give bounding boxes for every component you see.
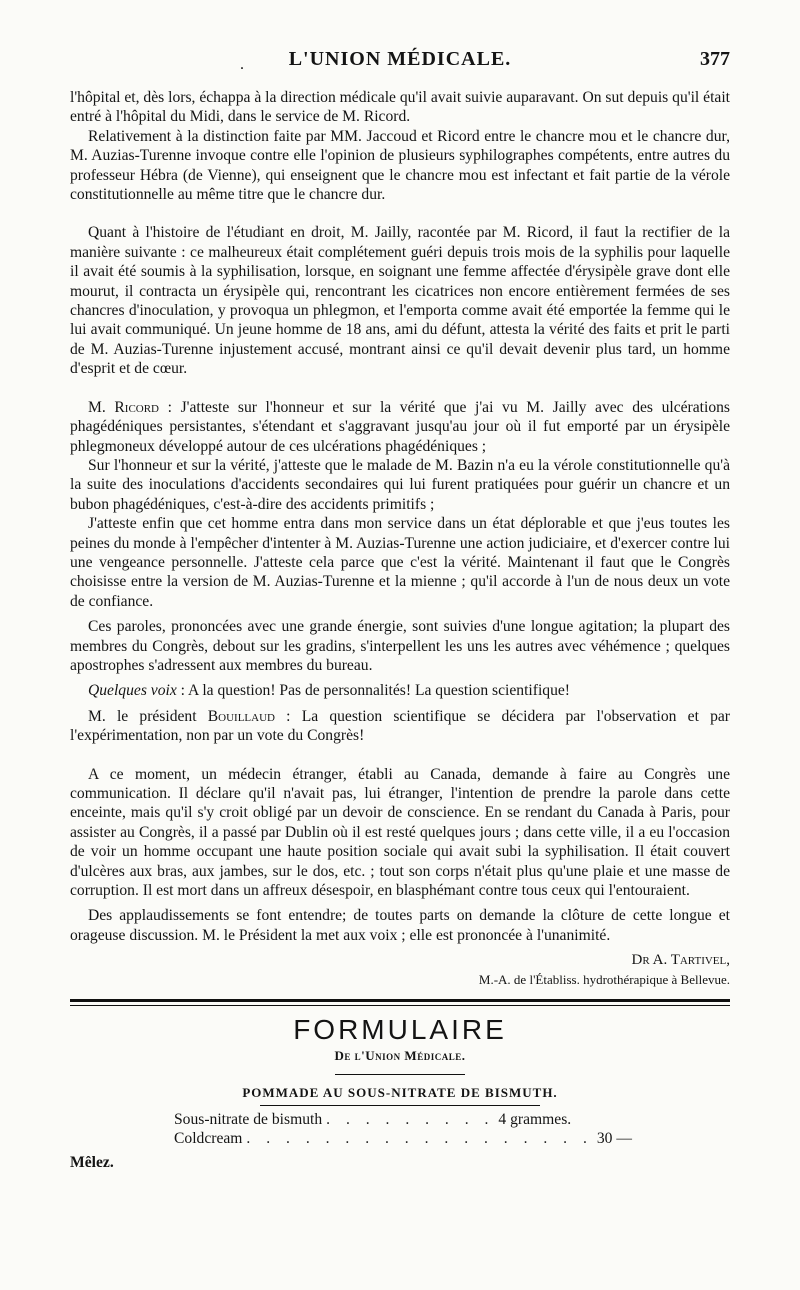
formulaire-rule [335, 1074, 465, 1075]
paragraph: l'hôpital et, dès lors, échappa à la direction médicale qu'il avait suivie auparavant. On sut depuis qu'il était entré à l'hôpital du Midi, dans le service de M. Ricord. [70, 89, 730, 126]
section-divider [70, 999, 730, 1006]
paragraph [70, 398, 730, 456]
author-name: Dr A. Tartivel, [631, 952, 730, 969]
speech-text: : La question scientifique se décidera par l'observation et par l'expérimentation, non par un vote du Congrès! [70, 707, 730, 745]
journal-title: L'UNION MÉDICALE. [288, 48, 512, 70]
ingredient-quantity: 30 — [596, 1130, 632, 1148]
paragraph: Relativement à la distinction faite par MM. Jaccoud et Ricord entre le chancre mou et le chancre dur, M. Auzias-Turenne invoque contre elle l'opinion de plusieurs syphilographes compétents, entre autres du professeur Hébra (de Vienne), qui enseignent que le chancre mou est infectant et fait partie de la vérole constitutionnelle au même titre que le chancre dur. [70, 127, 730, 204]
paragraph [70, 707, 730, 746]
page-number: 377 [700, 48, 730, 70]
speaker-prefix: M. le président [88, 707, 208, 725]
header-dot: . [240, 56, 244, 73]
page-header [70, 40, 730, 74]
speaker-name: Bouillaud [207, 707, 275, 725]
speaker-name: Quelques voix [88, 682, 177, 700]
speaker-name: M. Ricord [88, 398, 160, 416]
journal-page [70, 40, 730, 1270]
ingredient-row [174, 1110, 594, 1129]
leader-dots: . . . . . . . . . . . . . . . . . . [246, 1130, 593, 1148]
paragraph: A ce moment, un médecin étranger, établi au Canada, demande à faire au Congrès une communication. Il déclare qu'il n'avait pas, lui étranger, l'intention de prendre la parole dans cette enceinte, mais qu'il s'y croit obligé par un devoir de conscience. En se rendant du Canada à Paris, pour assister au Congrès, il a passé par Dublin où il est resté quelques jours ; dans cette ville, il a eu l'occasion de voir un homme occupant une haute position sociale qui avait subi la syphilisation. Il était couvert d'ulcères aux bras, aux jambes, sur le dos, etc. ; tout son corps n'était plus qu'une plaie et une masse de corruption. Il est mort dans un affreux désespoir, en blasphémant contre tous ceux qui l'entouraient. [70, 765, 730, 900]
paragraph: Sur l'honneur et sur la vérité, j'atteste que le malade de M. Bazin n'a eu la vérole constitutionnelle qu'à la suite des inoculations d'accidents secondaires qui lui furent pratiquées pour guérir un chancre et un bubon phagédéniques, c'est-à-dire des accidents primitifs ; [70, 456, 730, 513]
ingredient-name: Coldcream [174, 1130, 243, 1148]
speech-text: : A la question! Pas de personnalités! La question scientifique! [176, 682, 570, 700]
ingredient-quantity: 4 grammes. [498, 1111, 572, 1129]
ingredient-name: Sous-nitrate de bismuth [174, 1111, 323, 1129]
author-affiliation: M.-A. de l'Établiss. hydrothérapique à Bellevue. [478, 972, 730, 988]
recipe-instruction: Mêlez. [70, 1154, 114, 1172]
paragraph: Des applaudissements se font entendre; de toutes parts on demande la clôture de cette longue et orageuse discussion. M. le Président la met aux voix ; elle est prononcée à l'unanimité. [70, 907, 730, 944]
paragraph [70, 681, 730, 700]
signature-block [70, 951, 730, 989]
recipe-rule [260, 1105, 540, 1106]
ingredient-row [174, 1129, 632, 1148]
formulaire-subtitle: De l'Union Médicale. [334, 1048, 466, 1064]
formulaire-title: FORMULAIRE [293, 1014, 507, 1046]
ingredient-list [174, 1110, 632, 1148]
recipe-title: POMMADE AU SOUS-NITRATE DE BISMUTH. [242, 1085, 558, 1101]
paragraph: J'atteste enfin que cet homme entra dans mon service dans un état déplorable et que j'eus toutes les peines du monde à l'empêcher d'intenter à M. Auzias-Turenne une action judiciaire, et d'exercer contre lui une vengeance personnelle. J'atteste cela parce que c'est la vérité. Maintenant il faut que le Congrès choisisse entre la version de M. Auzias-Turenne et la mienne ; qu'il accorde à l'un de nous deux un vote de confiance. [70, 515, 730, 610]
speech-text: : J'atteste sur l'honneur et sur la vérité que j'ai vu M. Jailly avec des ulcérations phagédéniques persistantes, s'étendant et s'aggravant jusqu'au jour où il fut emporté par un érysipèle phlegmoneux développé autour de ces ulcérations phagédéniques ; [70, 398, 731, 455]
article-body [70, 88, 730, 945]
leader-dots: . . . . . . . . . [326, 1111, 495, 1129]
paragraph: Ces paroles, prononcées avec une grande énergie, sont suivies d'une longue agitation; la plupart des membres du Congrès, debout sur les gradins, s'interpellent les uns les autres avec véhémence ; quelques apostrophes s'adressent aux membres du bureau. [70, 618, 730, 674]
paragraph: Quant à l'histoire de l'étudiant en droit, M. Jailly, racontée par M. Ricord, il faut la rectifier de la manière suivante : ce malheureux était complétement guéri depuis trois mois de la syphilis pour laquelle il avait été soumis à la syphilisation, lorsque, en soignant une femme affectée d'érysipèle grave dont elle mourut, il contracta un érysipèle qui, rencontrant les cicatrices non encore entièrement fermées de ses chancres d'inoculation, y provoqua un phlegmon, et l'emporta comme avait été emportée la femme qui le lui avait communiqué. Un jeune homme de 18 ans, ami du défunt, attesta la vérité des faits et prit le parti de M. Auzias-Turenne injustement accusé, montrant ainsi ce qu'il devait devenir plus tard, un homme d'esprit et de cœur. [70, 224, 730, 378]
